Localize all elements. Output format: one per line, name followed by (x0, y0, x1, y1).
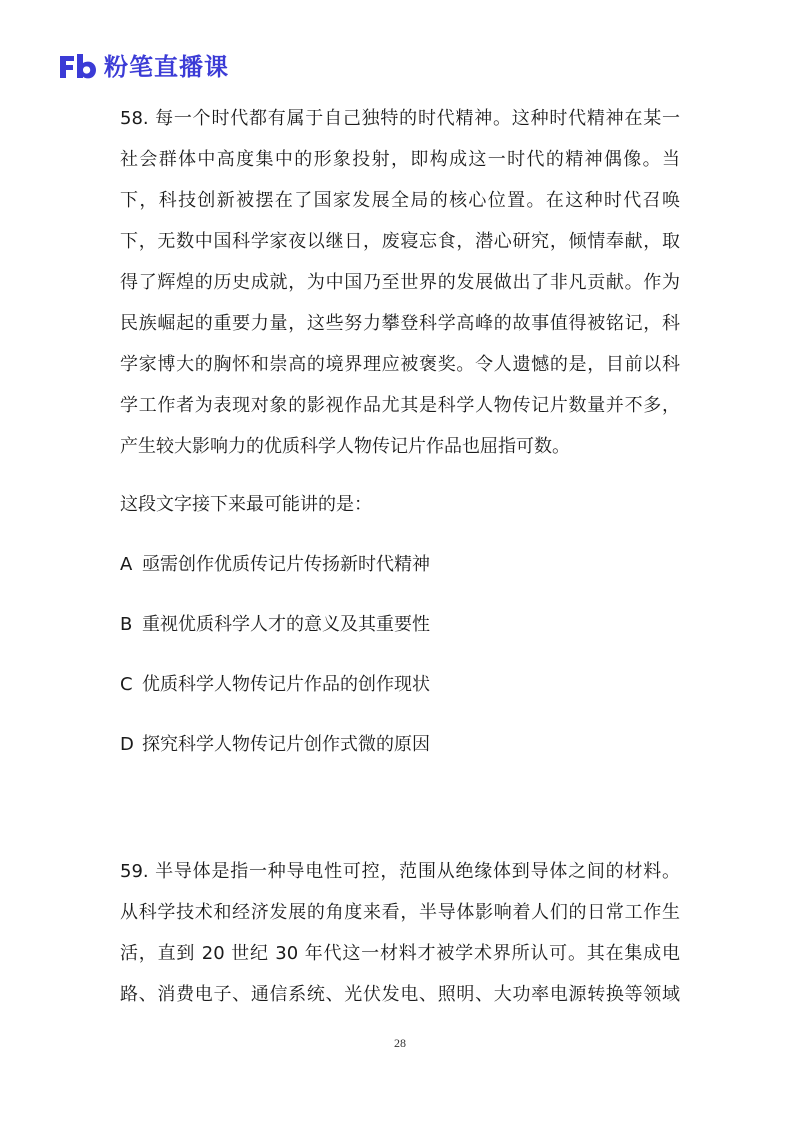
brand-name: 粉笔直播课 (104, 53, 229, 81)
option-c (120, 664, 680, 705)
option-a (120, 544, 680, 585)
passage-line: 社会群体中高度集中的形象投射，即构成这一时代的精神偶像。当 (120, 149, 680, 170)
passage-line: 活，直到 20 世纪 30 年代这一材料才被学术界所认可。其在集成电 (120, 943, 680, 964)
option-letter: C (120, 674, 133, 695)
question-58-stem: 这段文字接下来最可能讲的是： (120, 494, 372, 515)
passage-line: 得了辉煌的历史成就，为中国乃至世界的发展做出了非凡贡献。作为 (120, 272, 680, 293)
passage-line: 59. 半导体是指一种导电性可控，范围从绝缘体到导体之间的材料。 (120, 861, 680, 882)
option-text: 探究科学人物传记片创作式微的原因 (142, 734, 430, 755)
option-d (120, 724, 680, 765)
option-text: 优质科学人物传记片作品的创作现状 (142, 674, 430, 695)
passage-line: 学家博大的胸怀和崇高的境界理应被褒奖。令人遗憾的是，目前以科 (120, 354, 680, 375)
passage-line: 58. 每一个时代都有属于自己独特的时代精神。这种时代精神在某一 (120, 108, 680, 129)
question-59-passage (120, 851, 680, 1015)
header (58, 50, 229, 84)
document-body (120, 98, 680, 1015)
option-letter: D (120, 734, 134, 755)
passage-line: 下，无数中国科学家夜以继日，废寝忘食，潜心研究，倾情奉献，取 (120, 231, 680, 252)
passage-line: 学工作者为表现对象的影视作品尤其是科学人物传记片数量并不多， (120, 395, 680, 416)
passage-line: 产生较大影响力的优质科学人物传记片作品也屈指可数。 (120, 436, 570, 457)
page-number: 28 (394, 1036, 406, 1050)
passage-line: 从科学技术和经济发展的角度来看，半导体影响着人们的日常工作生 (120, 902, 680, 923)
option-letter: A (120, 554, 133, 575)
passage-line: 民族崛起的重要力量，这些努力攀登科学高峰的故事值得被铭记，科 (120, 313, 680, 334)
question-58-passage (120, 98, 680, 467)
option-text: 亟需创作优质传记片传扬新时代精神 (142, 554, 430, 575)
fb-logo-icon (58, 52, 98, 82)
passage-line: 下，科技创新被摆在了国家发展全局的核心位置。在这种时代召唤 (120, 190, 680, 211)
passage-line: 路、消费电子、通信系统、光伏发电、照明、大功率电源转换等领域 (120, 984, 680, 1005)
option-b (120, 604, 680, 645)
option-letter: B (120, 614, 133, 635)
option-text: 重视优质科学人才的意义及其重要性 (142, 614, 430, 635)
